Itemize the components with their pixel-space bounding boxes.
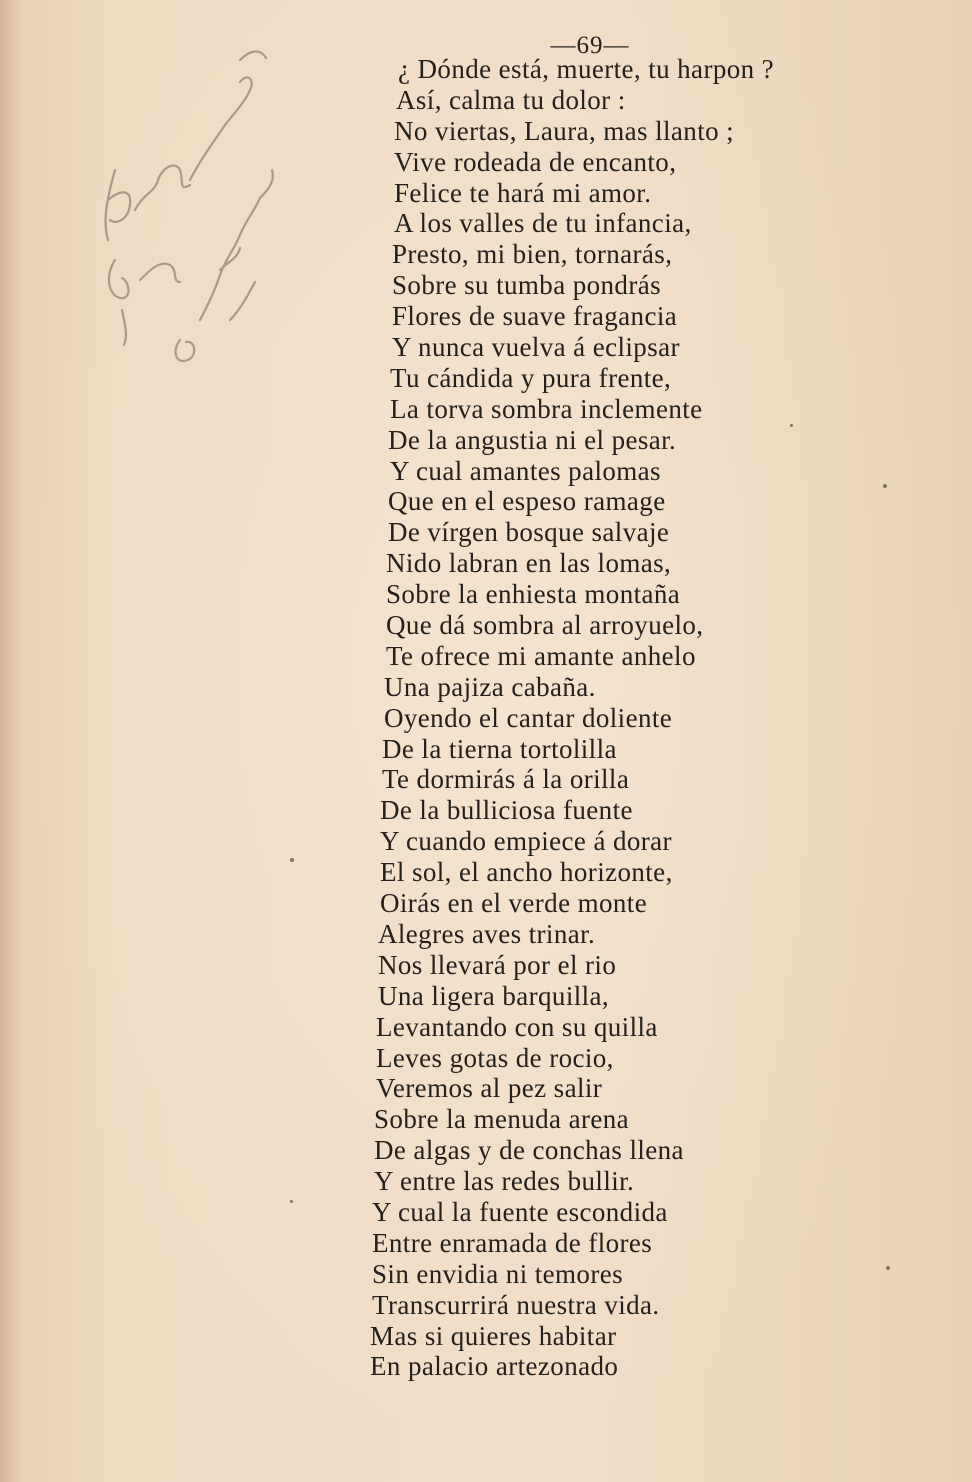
- poem-line: Entre enramada de flores: [372, 1227, 653, 1258]
- poem-line: A los valles de tu infancia,: [394, 208, 692, 239]
- poem-line: Oirás en el verde monte: [380, 888, 648, 919]
- poem-line: Sobre la enhiesta montaña: [386, 579, 681, 610]
- poem-line: Y nunca vuelva á eclipsar: [392, 332, 680, 363]
- poem-line: Levantando con su quilla: [376, 1011, 658, 1042]
- page-number: —69—: [550, 32, 630, 59]
- ink-speck: [790, 424, 793, 427]
- poem-line: Leves gotas de rocio,: [376, 1042, 614, 1073]
- poem-line: De la tierna tortolilla: [382, 733, 617, 764]
- ink-speck: [883, 484, 887, 488]
- ink-speck: [290, 1200, 293, 1203]
- poem-line: En palacio artezonado: [370, 1351, 619, 1382]
- ink-speck: [886, 1266, 890, 1270]
- poem-line: Veremos al pez salir: [376, 1073, 603, 1104]
- poem-line: ¿ Dónde está, muerte, tu harpon ?: [398, 54, 775, 84]
- poem-line: Presto, mi bien, tornarás,: [392, 239, 673, 270]
- poem-line: La torva sombra inclemente: [390, 393, 703, 424]
- poem-line: Nos llevará por el rio: [378, 949, 617, 980]
- poem-line: Y cual la fuente escondida: [372, 1196, 668, 1227]
- poem-text: [368, 54, 774, 1382]
- poem-line: Mas si quieres habitar: [370, 1320, 617, 1351]
- poem-line: Felice te hará mi amor.: [394, 177, 652, 208]
- poem-line: Una ligera barquilla,: [378, 980, 610, 1011]
- poem-line: Y cuando empiece á dorar: [380, 826, 672, 857]
- poem-line: El sol, el ancho horizonte,: [380, 857, 673, 888]
- poem-line: Sobre la menuda arena: [374, 1104, 630, 1135]
- poem-line: De algas y de conchas llena: [374, 1135, 684, 1166]
- poem-line: De vírgen bosque salvaje: [388, 517, 670, 548]
- poem-line: Nido labran en las lomas,: [386, 548, 672, 579]
- poem-line: Así, calma tu dolor :: [396, 84, 626, 115]
- poem-line: No viertas, Laura, mas llanto ;: [394, 115, 735, 146]
- poem-line: Que dá sombra al arroyuelo,: [386, 610, 704, 641]
- poem-line: Una pajiza cabaña.: [384, 671, 596, 702]
- poem-line: Flores de suave fragancia: [392, 301, 678, 332]
- poem-line: Sin envidia ni temores: [372, 1258, 624, 1289]
- handwritten-pencil-marks: [80, 20, 310, 380]
- poem-line: Te ofrece mi amante anhelo: [386, 640, 696, 671]
- poem-line: Alegres aves trinar.: [378, 918, 596, 949]
- poem-line: Y cual amantes palomas: [390, 455, 661, 486]
- poem-line: De la angustia ni el pesar.: [388, 424, 677, 455]
- poem-line: Sobre su tumba pondrás: [392, 270, 662, 301]
- poem-line: Vive rodeada de encanto,: [394, 146, 677, 177]
- poem-line: Oyendo el cantar doliente: [384, 702, 673, 733]
- poem-line: Y entre las redes bullir.: [374, 1166, 635, 1197]
- poem-line: Te dormirás á la orilla: [382, 764, 630, 795]
- poem-line: De la bulliciosa fuente: [380, 795, 633, 826]
- page-edge-shadow: [0, 0, 22, 1482]
- poem-line: Que en el espeso ramage: [388, 486, 666, 517]
- poem-line: Transcurrirá nuestra vida.: [372, 1289, 660, 1320]
- poem-line: Tu cándida y pura frente,: [390, 362, 672, 393]
- ink-speck: [290, 858, 294, 862]
